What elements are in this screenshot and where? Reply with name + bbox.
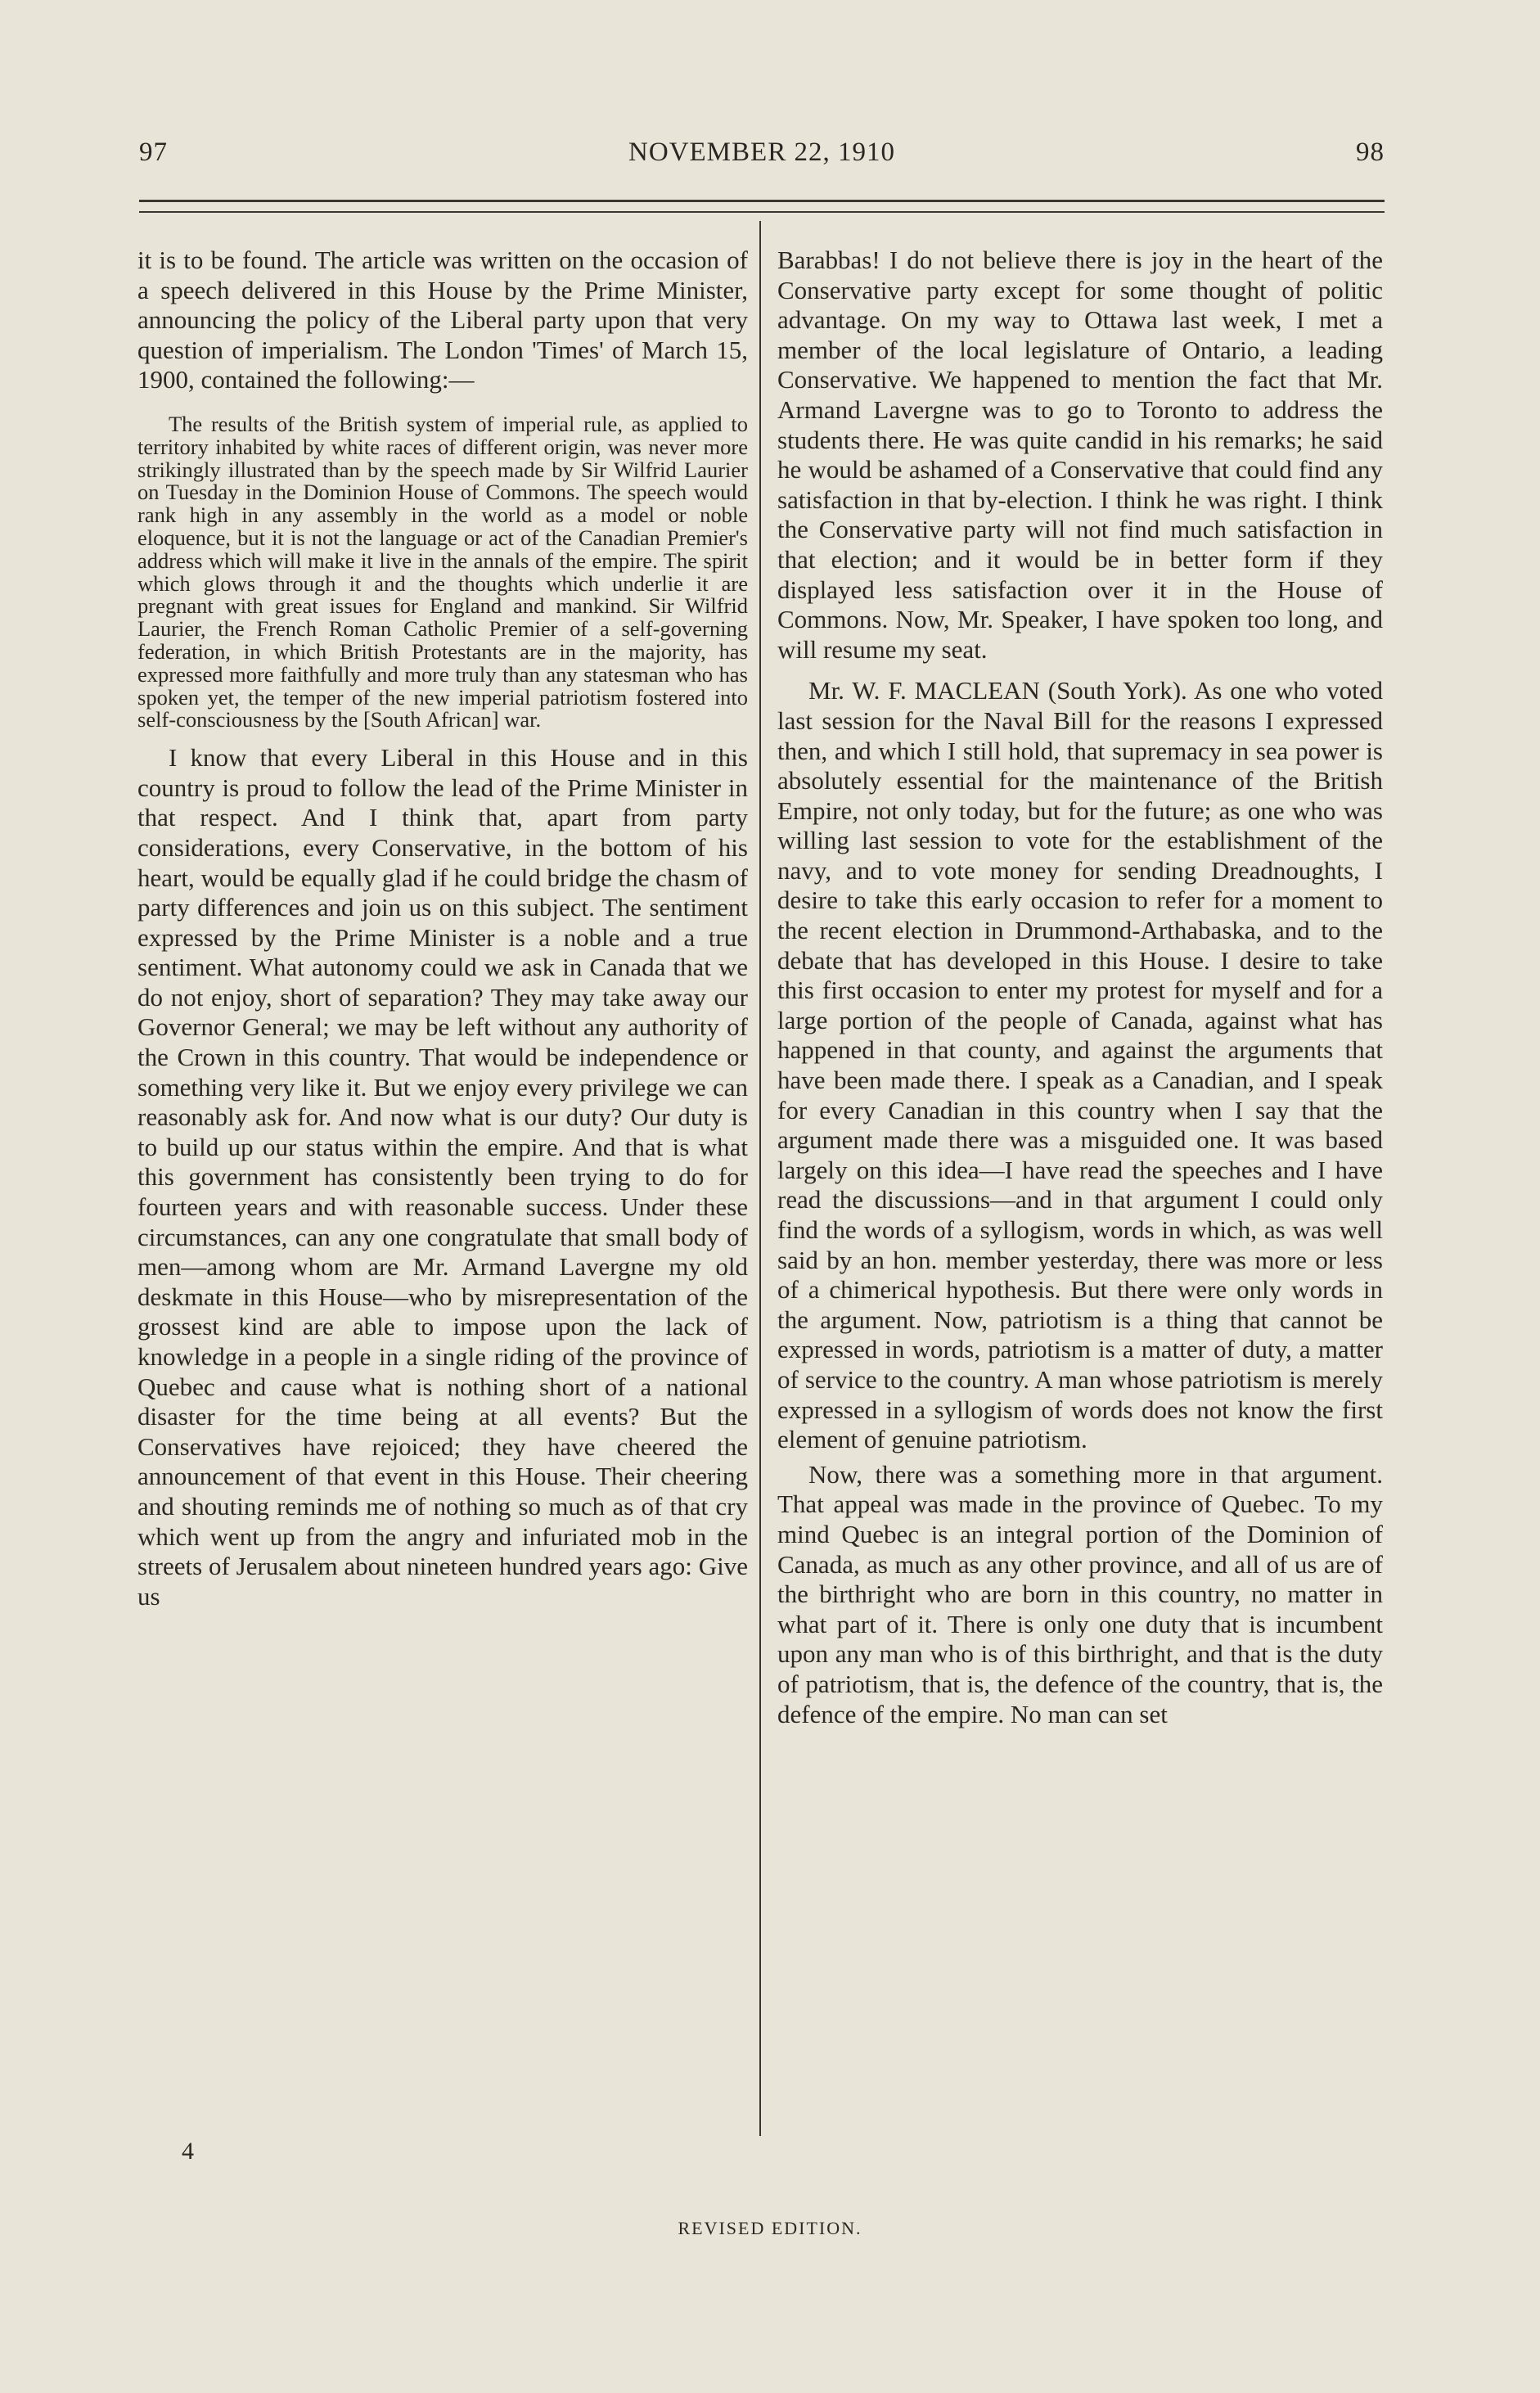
column-divider [759,221,761,2136]
left-column [137,246,748,1611]
right-column [777,246,1383,1729]
left-paragraph-2: I know that every Liberal in this House and in this country is proud to follow the lead of the Prime Minister in that respect. And I think that, apart from party considerations, every Conservative, in the bottom of his heart, would be equally glad if he could bridge the chasm of party differences and join us on this subject. The sentiment expressed by the Prime Minister is a noble and a true sentiment. What autonomy could we ask in Canada that we do not enjoy, short of separation? They may take away our Governor General; we may be left without any authority of the Crown in this country. That would be independence or something very like it. But we enjoy every privilege we can reasonably ask for. And now what is our duty? Our duty is to build up our status within the empire. And that is what this government has consistently been trying to do for fourteen years and with reasonable success. Under these circumstances, can any one congratulate that small body of men—among whom are Mr. Armand Lavergne my old deskmate in this House—who by misrepresentation of the grossest kind are able to impose upon the lack of knowledge in a people in a single riding of the province of Quebec and cause what is nothing short of a national disaster for the time being at all events? But the Conservatives have rejoiced; they have cheered the announcement of that event in this House. Their cheering and shouting reminds me of nothing so much as of that cry which went up from the angry and infuriated mob in the streets of Jerusalem about nineteen hundred years ago: Give us [137,743,748,1611]
maclean-speech: Mr. W. F. MACLEAN (South York). As one who voted last session for the Naval Bill for the reasons I expressed then, and which I still hold, that supremacy in sea power is absolutely essential for the maintenance of the British Empire, not only today, but for the future; as one who was willing last session to vote for the establishment of the navy, and to vote money for sending Dreadnoughts, I desire to take this early occasion to refer for a moment to the recent election in Drummond-Arthabaska, and to the debate that has developed in this House. I desire to take this first occasion to enter my protest for myself and for a large portion of the people of Canada, against what has happened in that county, and against the arguments that have been made there. I speak as a Canadian, and I speak for every Canadian in this country when I say that the argument made there was a misguided one. It was based largely on this idea—I have read the speeches and I have read the discussions—and in that argument I could only find the words of a syllogism, words in which, as was well said by an hon. member yesterday, there was more or less of a chimerical hypothesis. But there were only words in the argument. Now, patriotism is a thing that cannot be expressed in words, patriotism is a matter of duty, a matter of service to the country. A man whose patriotism is merely expressed in a syllogism of words does not know the first element of genuine patriotism. [777,676,1383,1454]
page-number-right: 98 [1356,137,1385,167]
page-header [139,137,1385,178]
page-number-left: 97 [139,137,168,167]
left-paragraph-1: it is to be found. The article was written on the occasion of a speech delivered in this House by the Prime Minister, announcing the policy of the Liberal party upon that very question of imperialism. The London 'Times' of March 15, 1900, contained the following:— [137,246,748,394]
times-quotation: The results of the British system of imperial rule, as applied to territory inhabited by white races of different origin, was never more strikingly illustrated than by the speech made by Sir Wilfrid Laurier on Tuesday in the Dominion House of Commons. The speech would rank high in any assembly in the world as a model or noble eloquence, but it is not the language or act of the Canadian Premier's address which will make it live in the annals of the empire. The spirit which glows through it and the thoughts which underlie it are pregnant with great issues for England and mankind. Sir Wilfrid Laurier, the French Roman Catholic Premier of a self-governing federation, in which British Protestants are in the majority, has expressed more faithfully and more truly than any statesman who has spoken yet, the temper of the new imperial patriotism fostered into self-consciousness by the [South African] war. [137,411,748,732]
signature-folio: 4 [182,2138,194,2165]
right-paragraph-1: Barabbas! I do not believe there is joy in the heart of the Conservative party except for some thought of politic advantage. On my way to Ottawa last week, I met a member of the local legislature of Ontario, a leading Conservative. We happened to mention the fact that Mr. Armand Lavergne was to go to Toronto to address the students there. He was quite candid in his remarks; he said he would be ashamed of a Conservative that could find any satisfaction in that by-election. I think he was right. I think the Conservative party will not find much satisfaction in that election; and it would be in better form if they displayed less satisfaction over it in the House of Commons. Now, Mr. Speaker, I have spoken too long, and will resume my seat. [777,246,1383,664]
header-rule-thick [139,200,1385,202]
revised-edition-footer: REVISED EDITION. [678,2218,862,2238]
header-date: NOVEMBER 22, 1910 [628,137,895,167]
right-paragraph-3: Now, there was a something more in that argument. That appeal was made in the province of Quebec. To my mind Quebec is an integral portion of the Dominion of Canada, as much as any other province, and all of us are of the birthright who are born in this country, no matter in what part of it. There is only one duty that is incumbent upon any man who is of this birthright, and that is the duty of patriotism, that is, the defence of the country, that is, the defence of the empire. No man can set [777,1459,1383,1728]
header-rule-thin [139,211,1385,213]
